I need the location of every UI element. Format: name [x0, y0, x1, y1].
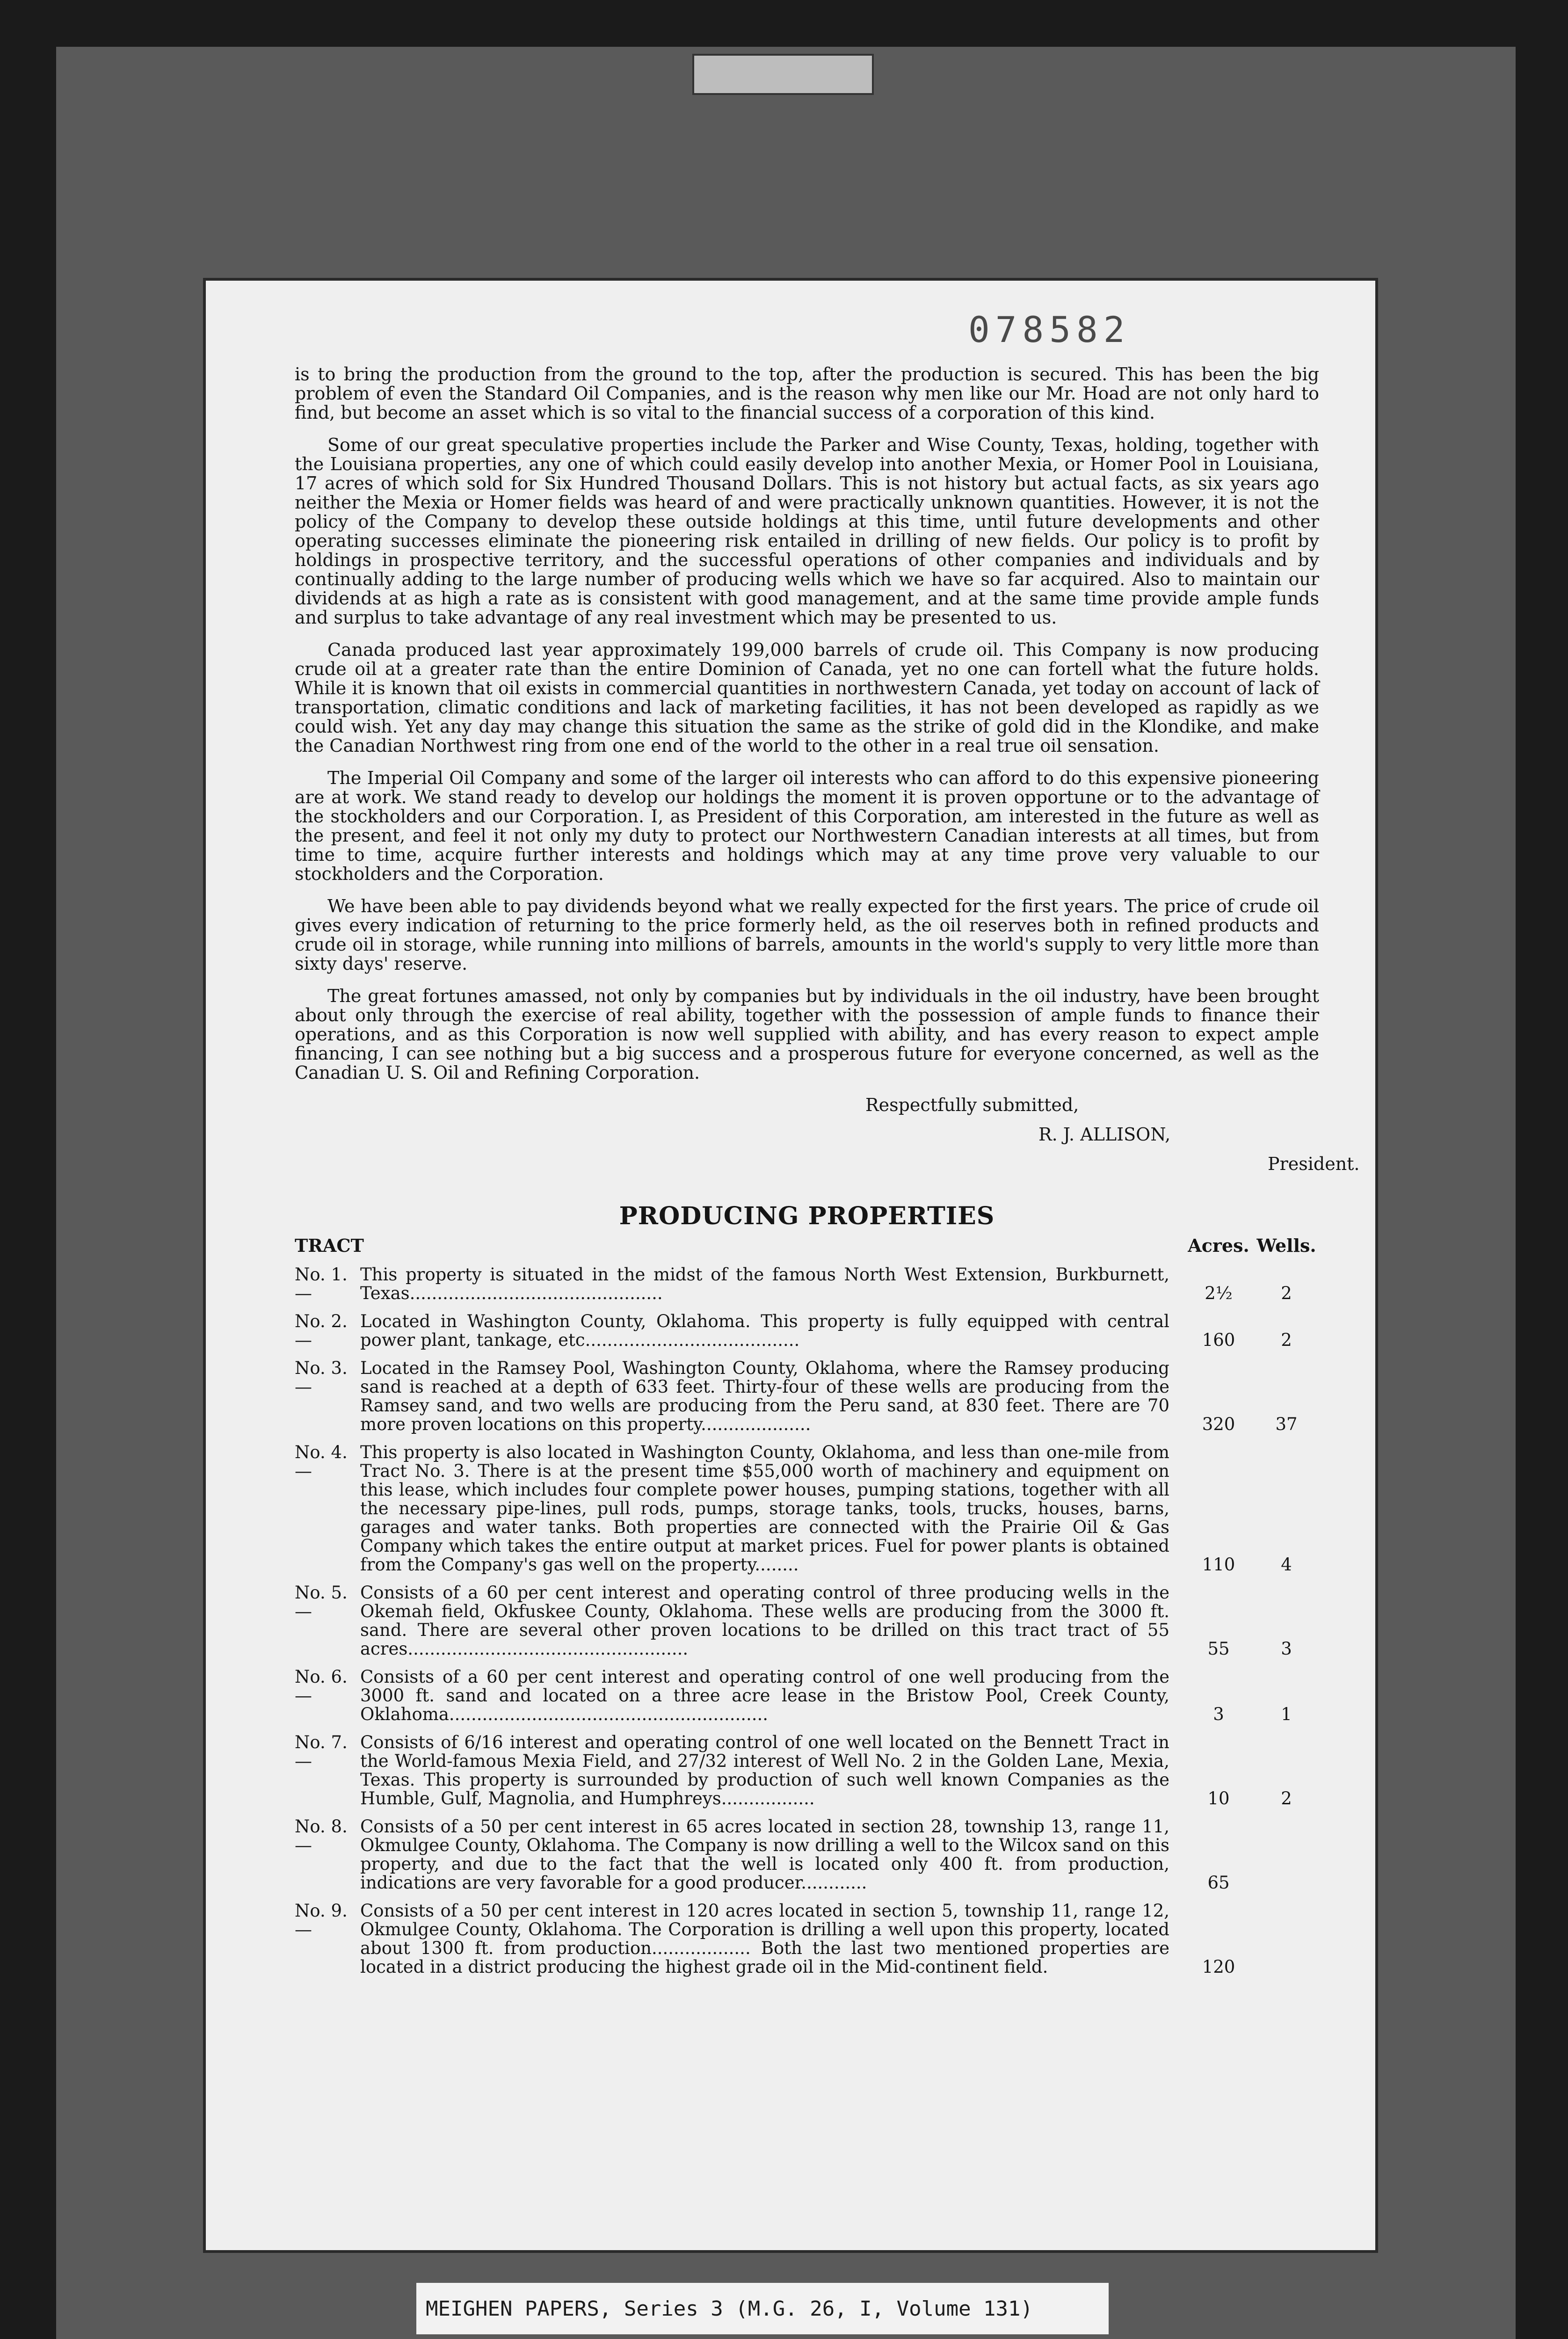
paragraph: Canada produced last year approximately 199,000 barrels of crude oil. This Company is now producing crude oil at a greater rate than the entire Dominion of Canada, yet no one can fortell what the future holds. While it is known that oil exists in commercial quantities in northwestern Canada, yet today on account of lack of transportation, climatic conditions and lack of marketing facilities, it has not been developed as rapidly as we could wish. Yet any day may change this situation the same as the strike of gold did in the Klondike, and make the Canadian Northwest ring from one end of the world to the other in a real true oil sensation.	[295, 639, 1319, 756]
tract-description: This property is also located in Washington County, Oklahoma, and less than one-mile from Tract No. 3. There is at the present time $55,000 worth of machinery and equipment on this lease, which includes four complete power houses, pumping stations, together with all the necessary pipe-lines, pull rods, pumps, storage tanks, tools, trucks, houses, barns, garages and water tanks. Both properties are connected with the Prairie Oil & Gas Company which takes the entire output at market prices. Fuel for power plants is obtained from the Company's gas well on the property........	[360, 1442, 1169, 1575]
binder-clip	[692, 54, 874, 95]
tract-number: No. 4.—	[295, 1442, 348, 1481]
table-header	[295, 1235, 1319, 1256]
tract-wells: 3	[1281, 1639, 1292, 1659]
tract-row	[295, 1668, 1319, 1724]
tract-acres: 110	[1202, 1554, 1235, 1575]
tract-acres: 55	[1207, 1639, 1230, 1659]
paragraph: is to bring the production from the ground to the top, after the production is secured. This has been the big problem of even the Standard Oil Companies, and is the reason why men like our Mr. Hoad are not only hard to find, but become an asset which is so vital to the financial success of a corporation of this kind.	[295, 364, 1319, 423]
tract-number: No. 1.—	[295, 1264, 348, 1303]
tract-description: Consists of 6/16 interest and operating control of one well located on the Bennett Tract in the World-famous Mexia Field, and 27/32 interest of Well No. 2 in the Golden Lane, Mexia, Texas. This property is surrounded by production of such well known Companies as the Humble, Gulf, Magnolia, and Humphreys.................	[360, 1732, 1169, 1809]
tract-acres: 65	[1207, 1873, 1230, 1893]
tract-wells: 37	[1275, 1414, 1298, 1434]
tract-description: Located in the Ramsey Pool, Washington County, Oklahoma, where the Ramsey producing sand is reached at a depth of 633 feet. Thirty-four of these wells are producing from the Ramsey sand, and two wells are producing from the Peru sand, at 830 feet. There are 70 more proven locations on this property....................	[360, 1358, 1169, 1434]
paragraph: Some of our great speculative properties include the Parker and Wise County, Texas, holding, together with the Louisiana properties, any one of which could easily develop into another Mexia, or Homer Pool in Louisiana, 17 acres of which sold for Six Hundred Thousand Dollars. This is not history but actual facts, as six years ago neither the Mexia or Homer fields was heard of and were practically unknown quantities. However, it is not the policy of the Company to develop these outside holdings at this time, until future developments and other operating successes eliminate the pioneering risk entailed in drilling of new fields. Our policy is to profit by holdings in prospective territory, and the successful operations of other companies and individuals and by continually adding to the large number of producing wells which we have so far acquired. Also to maintain our dividends at as high a rate as is consistent with good management, and at the same time provide ample funds and surplus to take advantage of any real investment which may be presented to us.	[295, 435, 1319, 628]
tract-wells: 2	[1281, 1788, 1292, 1809]
tract-row	[295, 1584, 1319, 1658]
archive-stamp-number: 078582	[968, 309, 1131, 350]
tract-description: Located in Washington County, Oklahoma. This property is fully equipped with central power plant, tankage, etc.......................................	[360, 1311, 1169, 1350]
tract-row	[295, 1443, 1319, 1574]
tract-wells: 2	[1281, 1330, 1292, 1350]
tract-row	[295, 1265, 1319, 1303]
signature-closing: Respectfully submitted,	[865, 1095, 1079, 1115]
paragraph: The Imperial Oil Company and some of the larger oil interests who can afford to do this expensive pioneering are at work. We stand ready to develop our holdings the moment it is proven opportune or to the advantage of the stockholders and our Corporation. I, as President of this Corporation, am interested in the future as well as the present, and feel it not only my duty to protect our Northwestern Canadian interests at all times, but from time to time, acquire further interests and holdings which may at any time prove very valuable to our stockholders and the Corporation.	[295, 768, 1319, 884]
document-page	[206, 281, 1375, 2250]
tract-wells: 4	[1281, 1554, 1292, 1575]
section-heading: PRODUCING PROPERTIES	[619, 1202, 995, 1230]
tract-number: No. 6.—	[295, 1667, 348, 1706]
tract-number: No. 2.—	[295, 1311, 348, 1350]
tract-description: Consists of a 60 per cent interest and operating control of one well producing from the 3000 ft. sand and located on a three acre lease in the Bristow Pool, Creek County, Oklahoma..........................................................	[360, 1667, 1169, 1724]
tract-description: Consists of a 50 per cent interest in 65 acres located in section 28, township 13, range 11, Okmulgee County, Oklahoma. The Company is now drilling a well to the Wilcox sand on this property, and due to the fact that the well is located only 400 ft. from production, indications are very favorable for a good producer............	[360, 1816, 1169, 1893]
tract-row	[295, 1817, 1319, 1892]
tract-number: No. 8.—	[295, 1816, 348, 1855]
tract-acres: 3	[1213, 1704, 1224, 1724]
tract-description: This property is situated in the midst of the famous North West Extension, Burkburnett, Texas..............................................	[360, 1264, 1169, 1303]
signature-title: President.	[1268, 1154, 1360, 1174]
paragraph: We have been able to pay dividends beyond what we really expected for the first years. The price of crude oil gives every indication of returning to the price formerly held, as the oil reserves both in refined products and crude oil in storage, while running into millions of barrels, amounts in the world's supply to very little more than sixty days' reserve.	[295, 896, 1319, 974]
tract-acres: 120	[1202, 1957, 1235, 1977]
tract-row	[295, 1359, 1319, 1434]
tract-number: No. 3.—	[295, 1358, 348, 1397]
tract-row	[295, 1312, 1319, 1350]
tract-description: Consists of a 50 per cent interest in 120 acres located in section 5, township 11, range 12, Okmulgee County, Oklahoma. The Corporation is drilling a well upon this property, located about 1300 ft. from production.................. Both the last two mentioned properties are located in a district producing the highest grade oil in the Mid-continent field.	[360, 1901, 1169, 1977]
signature-name: R. J. ALLISON,	[1038, 1124, 1171, 1145]
tract-acres: 2½	[1205, 1283, 1233, 1303]
tract-wells: 2	[1281, 1283, 1292, 1303]
tract-number: No. 5.—	[295, 1583, 348, 1621]
tract-acres: 160	[1202, 1330, 1235, 1350]
col-wells: Wells.	[1256, 1235, 1316, 1256]
tract-row	[295, 1902, 1319, 1976]
col-tract: TRACT	[295, 1235, 364, 1256]
tract-number: No. 9.—	[295, 1901, 348, 1939]
tract-number: No. 7.—	[295, 1732, 348, 1771]
tract-description: Consists of a 60 per cent interest and operating control of three producing wells in the Okemah field, Okfuskee County, Oklahoma. These wells are producing from the 3000 ft. sand. There are several other proven locations to be drilled on this tract tract of 55 acres...................................................	[360, 1583, 1169, 1659]
tract-acres: 320	[1202, 1414, 1235, 1434]
tract-wells: 1	[1281, 1704, 1292, 1724]
tract-row	[295, 1733, 1319, 1808]
col-acres: Acres.	[1188, 1235, 1249, 1256]
tract-acres: 10	[1207, 1788, 1230, 1809]
collection-label: MEIGHEN PAPERS, Series 3 (M.G. 26, I, Volume 131)	[416, 2283, 1109, 2334]
paragraph: The great fortunes amassed, not only by companies but by individuals in the oil industry, have been brought about only through the exercise of real ability, together with the possession of ample funds to finance their operations, and as this Corporation is now well supplied with ability, and has every reason to expect ample financing, I can see nothing but a big success and a prosperous future for everyone concerned, as well as the Canadian U. S. Oil and Refining Corporation.	[295, 986, 1319, 1083]
